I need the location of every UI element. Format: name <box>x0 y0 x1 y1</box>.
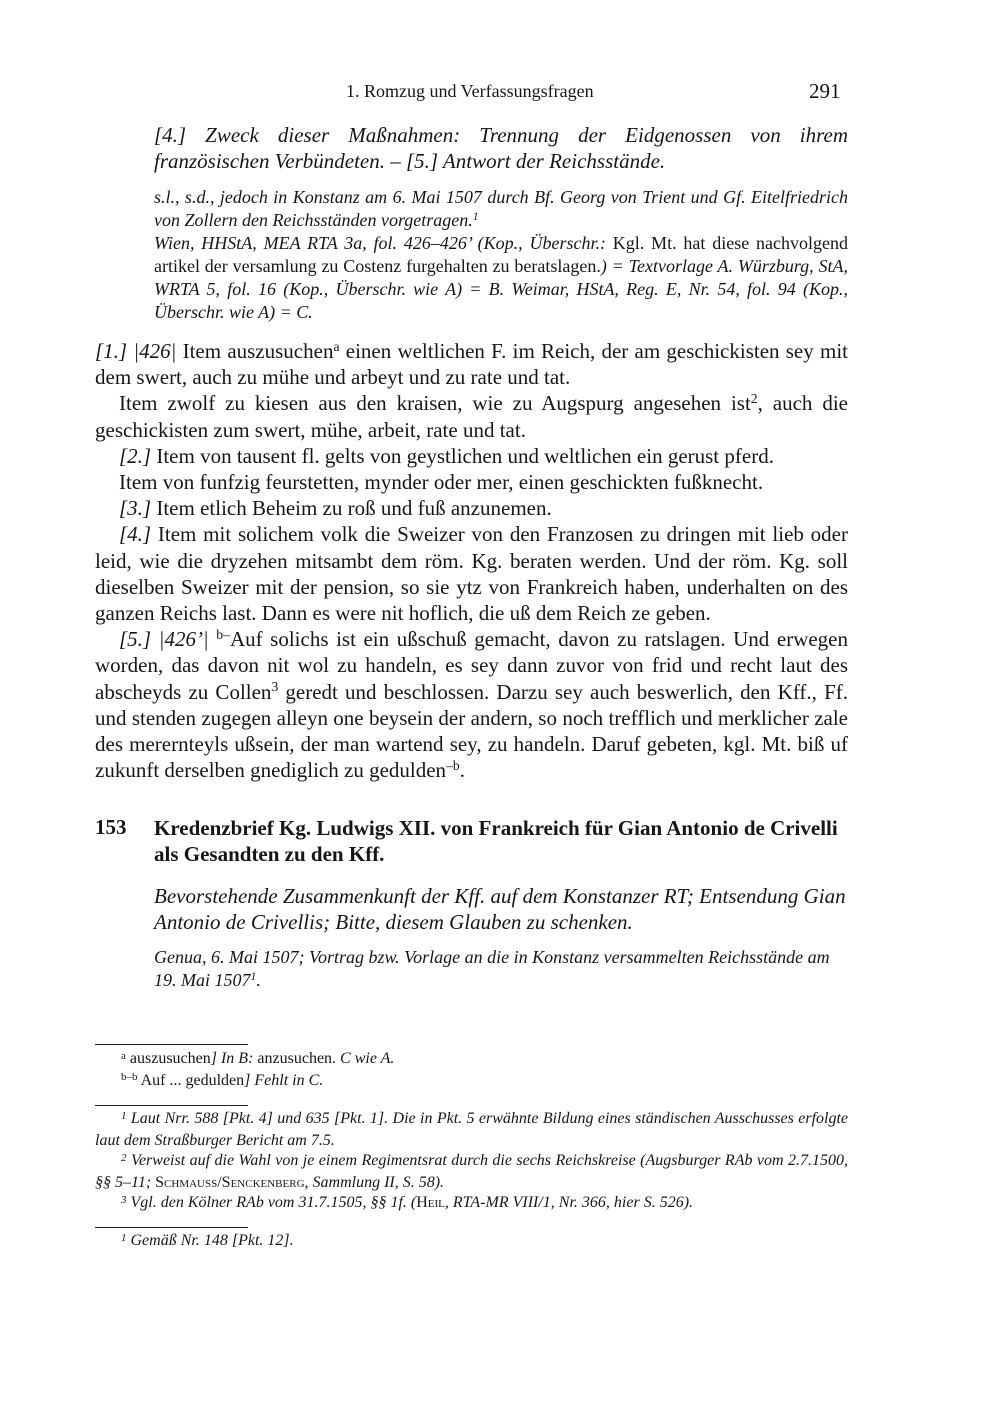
apparatus-ref[interactable]: –b <box>446 757 460 773</box>
footnote-rule <box>95 1227 248 1228</box>
footnote-ref[interactable]: 3 <box>271 679 279 695</box>
paragraph: Item von funfzig feurstetten, mynder oder mer, einen geschickten fußknecht. <box>119 470 764 495</box>
date-line: s.l., s.d., jedoch in Konstanz am 6. Mai 1507 durch Bf. Georg von Trient und Gf. Eitelfriedrich von Zollern den Reichsständen vorgetragen.$^1$ <box>154 187 848 230</box>
document-summary: Bevorstehende Zusammenkunft der Kff. auf dem Konstanzer RT; Entsendung Gian Antonio de Crivellis; Bitte, diesem Glauben zu schenken. <box>154 884 846 934</box>
footnote: $^3$ Vgl. den Kölner RAb vom 31.7.1505, §§ 1f. (Heil, RTA-MR VIII/1, Nr. 366, hier S. 526). <box>121 1193 694 1211</box>
footnote: $^2$ Verweist auf die Wahl von je einem Regimentsrat durch die sechs Reichskreise (Augsburger RAb vom 2.7.1500, §§ 5–11; Schmauss/Senckenberg, Sammlung II, S. 58). <box>95 1151 849 1191</box>
apparatus <box>95 1049 848 1092</box>
source-note <box>154 186 848 324</box>
paragraph: [3.] Item etlich Beheim zu roß und fuß anzunemen. <box>119 496 552 521</box>
document-number: 153 <box>95 815 127 839</box>
document-title: Kredenzbrief Kg. Ludwigs XII. von Frankreich für Gian Antonio de Crivelli als Gesandten zu den Kff. <box>154 816 838 866</box>
footnote-rule <box>95 1044 248 1045</box>
apparatus-ref[interactable]: b– <box>216 626 230 642</box>
apparatus-entry: $^a$ auszusuchen] In B: anzusuchen. C wie A. <box>121 1049 395 1067</box>
apparatus-entry: $^{b-b}$ Auf ... gedulden] Fehlt in C. <box>121 1071 324 1089</box>
page-number: 291 <box>809 79 841 103</box>
edition-text <box>95 338 848 783</box>
footnote: $^1$ Laut Nrr. 588 [Pkt. 4] und 635 [Pkt. 1]. Die in Pkt. 5 erwähnte Bildung eines ständischen Ausschusses erfolgte laut dem Straßburger Bericht am 7.5. <box>95 1109 849 1149</box>
running-head: 1. Romzug und Verfassungsfragen <box>346 81 594 101</box>
paragraph: [1.] |426| Item auszusuchen$^a$ einen weltlichen F. im Reich, der am geschickisten sey mit dem swert, auch zu mühe und arbeyt und zu rate und tat. <box>95 338 848 390</box>
paragraph: [4.] Item mit solichem volk die Sweizer von den Franzosen zu dringen mit lieb oder leid, wie die dryzehen mitsambt dem röm. Kg. beraten werden. Und der röm. Kg. soll dieselben Sweizer mit der pension, so sie ytz von Frankreich haben, underhalten on des ganzen Reichs last. Dann es were nit hoflich, die uß dem Reich ze geben. <box>95 522 848 626</box>
archive-line: Wien, HHStA, MEA RTA 3a, fol. 426–426’ (Kop., Überschr.: Kgl. Mt. hat diese nachvolgend artikel der versamlung zu Costenz furgehalten zu beratslagen.) = Textvorlage A. Würzburg, StA, WRTA 5, fol. 16 (Kop., Überschr. wie A) = B. Weimar, HStA, Reg. E, Nr. 54, fol. 94 (Kop., Überschr. wie A) = C. <box>154 233 848 322</box>
footnote-ref[interactable]: 1 <box>250 969 257 983</box>
footnote-ref[interactable]: 1 <box>472 209 479 223</box>
paragraph: [5.] |426’| $^{b-}$Auf solichs ist ein ußschuß gemacht, davon zu ratslagen. Und erwegen worden, das davon nit wol zu handeln, es sey dann zuvor von frid und recht laut des abscheyds zu Collen$^3$ geredt und beschlossen. Darzu sey auch beswerlich, den Kff., Ff. und stenden zugegen alleyn one beysein der andern, so noch trefflich und merklicher zale des merernteyls ußsein, der man wartend sey, zu handeln. Daruf gebeten, kgl. Mt. biß uf zukunft derselben gnediglich zu gedulden$^{-b}$. <box>95 626 849 783</box>
paragraph: [2.] Item von tausent fl. gelts von geystlichen und weltlichen ein gerust pferd. <box>119 443 774 468</box>
apparatus-ref[interactable]: a <box>333 338 340 354</box>
footnote-ref[interactable]: 2 <box>750 390 758 406</box>
paragraph: Item zwolf zu kiesen aus den kraisen, wie zu Augspurg angesehen ist$^2$, auch die geschickisten zum swert, mühe, arbeit, rate und tat. <box>95 390 849 442</box>
source-note: Genua, 6. Mai 1507; Vortrag bzw. Vorlage an die in Konstanz versammelten Reichsstände am 19. Mai 1507$^1$. <box>154 947 830 990</box>
footnotes <box>95 1109 848 1215</box>
document-summary: [4.] Zweck dieser Maßnahmen: Trennung der Eidgenossen von ihrem französischen Verbündeten. – [5.] Antwort der Reichsstände. <box>154 123 848 173</box>
footnote-rule <box>95 1105 248 1106</box>
footnotes <box>95 1231 848 1253</box>
footnote: $^1$ Gemäß Nr. 148 [Pkt. 12]. <box>121 1231 294 1249</box>
